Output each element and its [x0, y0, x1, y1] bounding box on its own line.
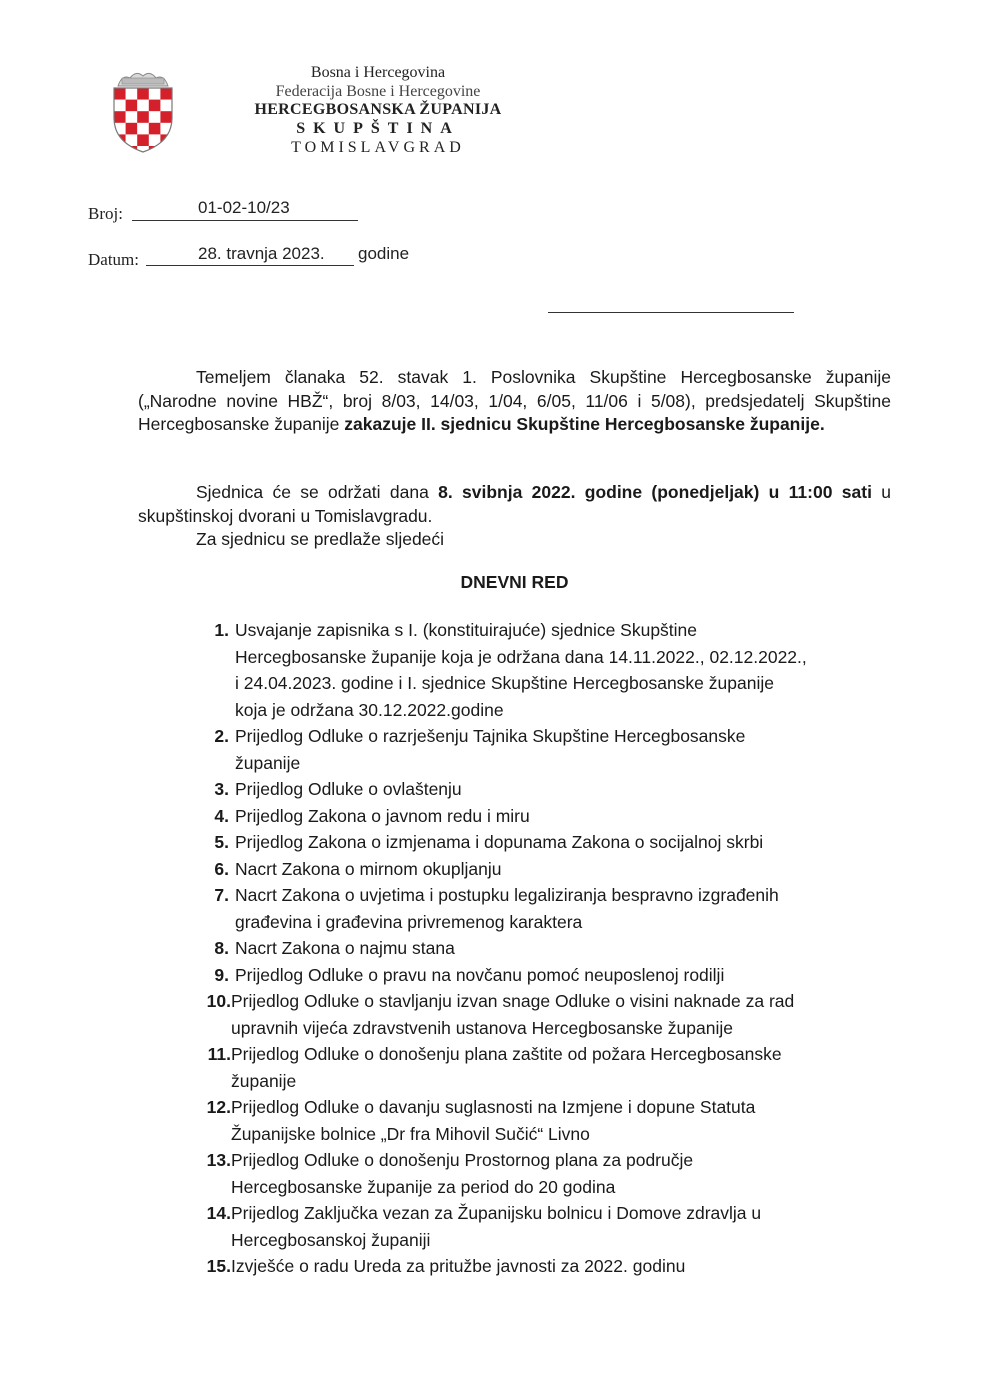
- agenda-item-line: Prijedlog Odluke o donošenju Prostornog plana za područje: [231, 1150, 694, 1170]
- agenda-item: [195, 1147, 895, 1200]
- session-paragraph: Sjednica će se održati dana 8. svibnja 2022. godine (ponedjeljak) u 11:00 sati u skupštinskoj dvorani u Tomislavgradu.: [138, 482, 891, 526]
- date-value: 28. travnja 2023.: [198, 244, 325, 263]
- agenda-item-text: [235, 803, 895, 830]
- agenda-item-line: Prijedlog Odluke o pravu na novčanu pomoć neuposlenoj rodilji: [235, 964, 725, 985]
- agenda-item: [195, 776, 895, 803]
- agenda-item: [195, 988, 895, 1041]
- agenda-item-number: 9.: [214, 964, 229, 985]
- agenda-item-line: Usvajanje zapisnika s I. (konstituirajuće) sjednice Skupštine: [235, 620, 698, 640]
- agenda-item-text: [235, 776, 895, 803]
- agenda-item: [195, 617, 895, 723]
- agenda-item-line: županije: [231, 1070, 297, 1091]
- agenda-item-number: 2.: [214, 726, 229, 746]
- agenda-item-line: Prijedlog Zakona o izmjenama i dopunama Zakona o socijalnoj skrbi: [235, 832, 764, 852]
- agenda-item-line: građevina i građevina privremenog karaktera: [235, 911, 583, 932]
- agenda-item-number: 8.: [214, 938, 229, 958]
- proposal-line: Za sjednicu se predlaže sljedeći: [196, 529, 445, 549]
- agenda-item-number: 13.: [206, 1150, 231, 1170]
- agenda-item: [195, 856, 895, 883]
- agenda-item-text: [231, 1147, 891, 1200]
- agenda-item-text: [235, 829, 895, 856]
- agenda-item-line: županije: [235, 752, 301, 773]
- agenda-item-line: koja je održana 30.12.2022.godine: [235, 699, 504, 720]
- agenda-item: [195, 1041, 895, 1094]
- agenda-item: [195, 1200, 895, 1253]
- agenda-item-text: [231, 1094, 891, 1147]
- agenda-item-number: 5.: [214, 832, 229, 852]
- signature-line: [548, 312, 794, 313]
- agenda-item-number: 10.: [206, 991, 231, 1011]
- agenda-item-text: [235, 617, 895, 723]
- agenda-item-line: Nacrt Zakona o najmu stana: [235, 938, 455, 958]
- agenda-item-line: Prijedlog Odluke o ovlaštenju: [235, 779, 462, 799]
- agenda-item-line: Hercegbosanske županije za period do 20 godina: [231, 1176, 616, 1197]
- agenda-item-line: Prijedlog Odluke o davanju suglasnosti na Izmjene i dopune Statuta: [231, 1097, 756, 1117]
- header-federation: Federacija Bosne i Hercegovine: [275, 83, 481, 100]
- agenda-item-text: [235, 962, 895, 989]
- agenda-item-line: Nacrt Zakona o mirnom okupljanju: [235, 858, 502, 879]
- header-county: HERCEGBOSANSKA ŽUPANIJA: [254, 101, 502, 118]
- header-assembly: SKUPŠTINA: [296, 120, 460, 137]
- number-label: Broj:: [88, 204, 123, 223]
- number-underline: [132, 220, 358, 221]
- date-suffix: godine: [358, 244, 410, 263]
- agenda-item-number: 4.: [214, 805, 229, 826]
- agenda-item-line: Prijedlog Odluke o donošenju plana zaštite od požara Hercegbosanske: [231, 1044, 782, 1064]
- header-country: Bosna i Hercegovina: [310, 64, 446, 81]
- coat-of-arms-logo: [108, 66, 178, 154]
- agenda-item-text: [235, 856, 895, 883]
- agenda-item: [195, 1253, 895, 1280]
- agenda-item-text: [231, 1041, 891, 1094]
- agenda-item-line: Izvješće o radu Ureda za pritužbe javnosti za 2022. godinu: [231, 1256, 686, 1276]
- agenda-item-line: Hercegbosanskoj županiji: [231, 1229, 431, 1250]
- agenda-item-text: [235, 723, 895, 776]
- agenda-item-number: 6.: [214, 858, 229, 879]
- agenda-item: [195, 723, 895, 776]
- agenda-item-line: upravnih vijeća zdravstvenih ustanova Hercegbosanske županije: [231, 1017, 733, 1038]
- agenda-item-number: 14.: [206, 1203, 231, 1223]
- agenda-item-line: Županijske bolnice „Dr fra Mihovil Sučić“ Livno: [231, 1123, 590, 1144]
- agenda-item-text: [231, 1200, 891, 1253]
- agenda-item-line: Prijedlog Zakona o javnom redu i miru: [235, 805, 530, 826]
- agenda-item-line: i 24.04.2023. godine i I. sjednice Skupštine Hercegbosanske županije: [235, 673, 774, 693]
- agenda-item-number: 3.: [214, 779, 229, 799]
- agenda-item-line: Hercegbosanske županije koja je održana dana 14.11.2022., 02.12.2022.,: [235, 646, 807, 667]
- agenda-item: [195, 962, 895, 989]
- agenda-item-line: Prijedlog Zaključka vezan za Županijsku bolnicu i Domove zdravlja u: [231, 1203, 762, 1223]
- intro-paragraph: Temeljem članaka 52. stavak 1. Poslovnika Skupštine Hercegbosanske županije („Narodne novine HBŽ“, broj 8/03, 14/03, 1/04, 6/05, 11/06 i 5/08), predsjedatelj Skupštine Hercegbosanske županije zakazuje II. sjednicu Skupštine Hercegbosanske županije.: [138, 367, 891, 434]
- agenda-item: [195, 935, 895, 962]
- header-city: TOMISLAVGRAD: [291, 139, 465, 156]
- agenda-item-line: Prijedlog Odluke o stavljanju izvan snage Odluke o visini naknade za rad: [231, 991, 795, 1011]
- agenda-item-number: 15.: [206, 1256, 231, 1276]
- number-value: 01-02-10/23: [198, 198, 290, 217]
- agenda-item-number: 7.: [214, 885, 229, 905]
- agenda-item-text: [231, 988, 891, 1041]
- date-label: Datum:: [88, 250, 139, 269]
- agenda-item-number: 1.: [214, 620, 229, 640]
- agenda-title: DNEVNI RED: [460, 572, 569, 592]
- agenda-item: [195, 803, 895, 830]
- agenda-item-number: 11.: [207, 1044, 231, 1064]
- agenda-item: [195, 882, 895, 935]
- agenda-item: [195, 829, 895, 856]
- agenda-item-number: 12.: [206, 1097, 231, 1117]
- agenda-item-line: Prijedlog Odluke o razrješenju Tajnika Skupštine Hercegbosanske: [235, 726, 746, 746]
- agenda-item-text: [231, 1253, 891, 1280]
- agenda-item-line: Nacrt Zakona o uvjetima i postupku legaliziranja bespravno izgrađenih: [235, 885, 779, 905]
- agenda-item-text: [235, 882, 895, 935]
- agenda-item: [195, 1094, 895, 1147]
- agenda-item-text: [235, 935, 895, 962]
- date-underline: [146, 265, 354, 266]
